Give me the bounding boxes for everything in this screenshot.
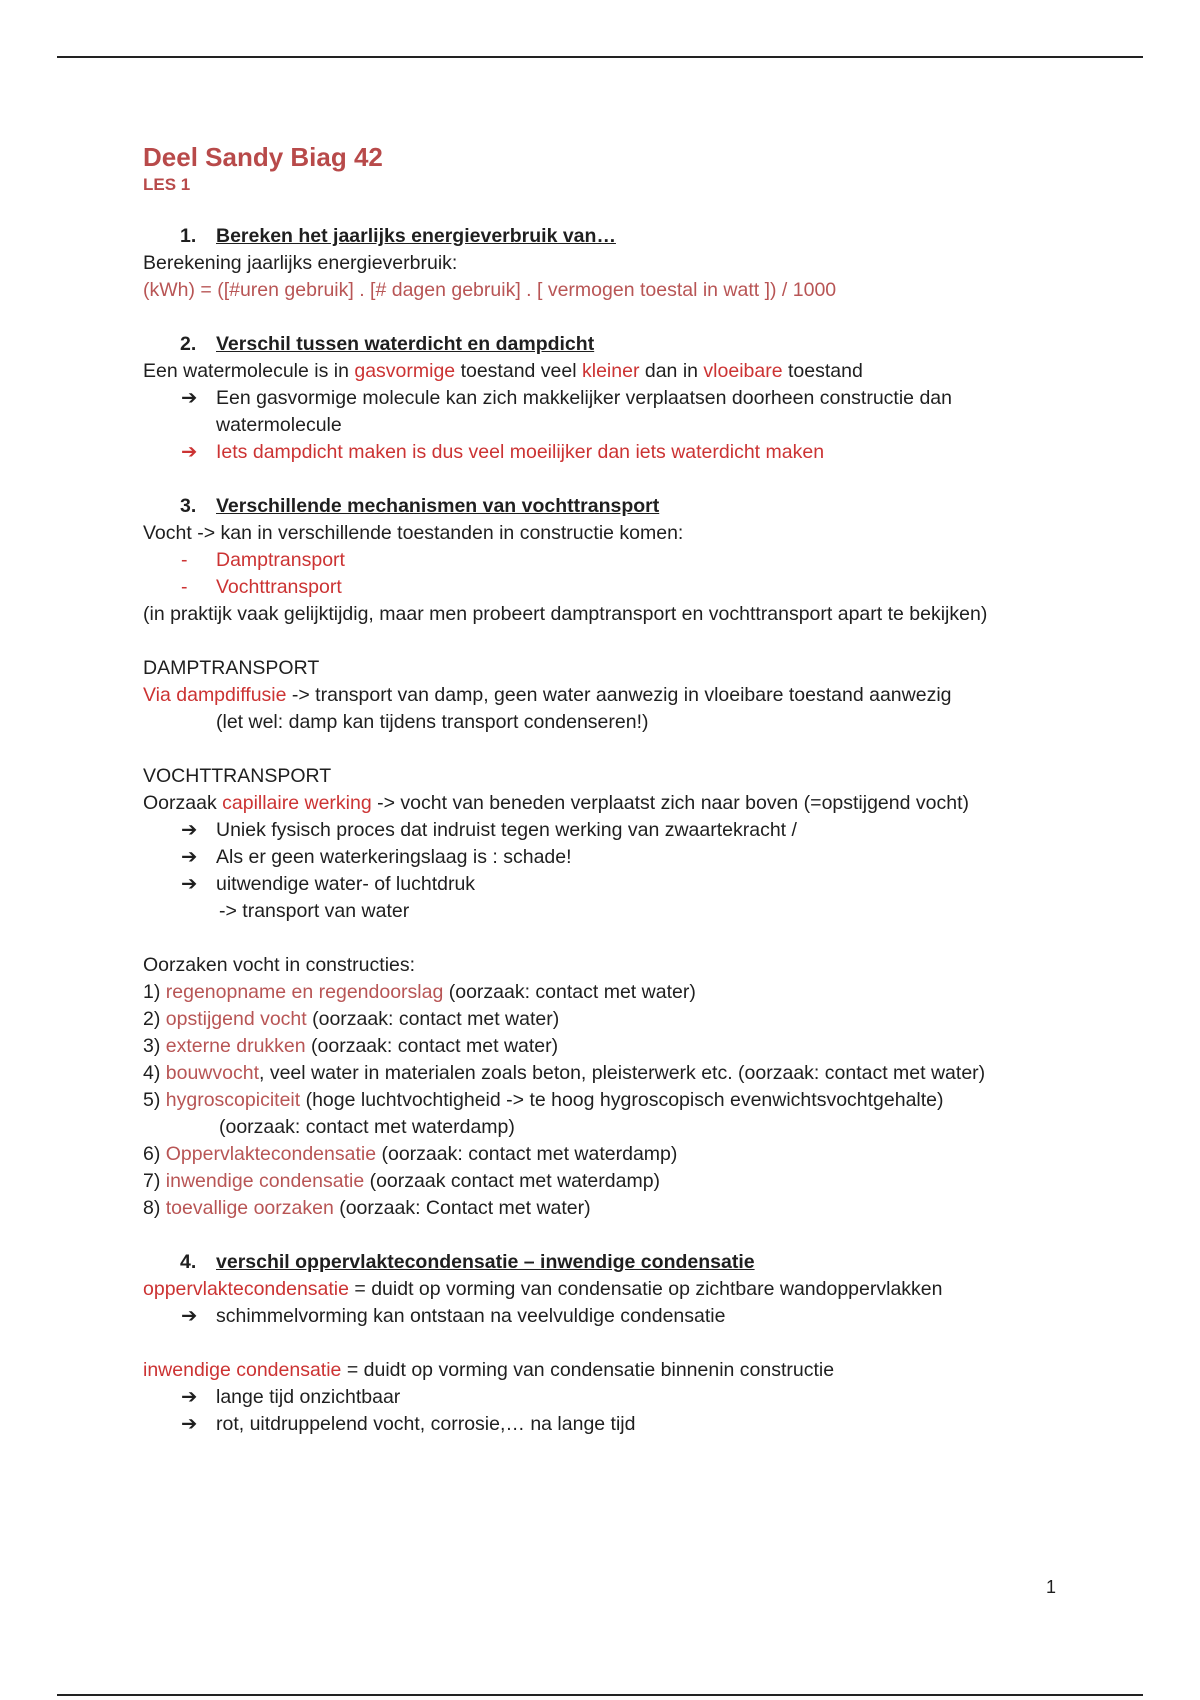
bullet-text: Damptransport [216,549,345,571]
header-rule [57,56,1143,58]
bullet-text: Een gasvormige molecule kan zich makkelijker verplaatsen doorheen constructie dan watermolecule [216,387,952,436]
cause-item: 5) hygroscopiciteit (hoge luchtvochtigheid -> te hoog hygroscopisch evenwichtsvochtgehalte) [143,1089,944,1111]
causes-title: Oorzaken vocht in constructies: [143,954,416,976]
paragraph: Vocht -> kan in verschillende toestanden in constructie komen: [143,522,684,544]
section-number: 1. [180,225,197,247]
section-4-heading [143,1249,1073,1276]
definition: inwendige condensatie = duidt op vorming van condensatie binnenin constructie [143,1359,835,1381]
footer-rule [57,1694,1143,1696]
section-3-heading [143,493,1073,520]
subsection-title: VOCHTTRANSPORT [143,765,332,787]
bullet-text: rot, uitdruppelend vocht, corrosie,… na lange tijd [216,1413,636,1435]
arrow-bullet [143,1411,1073,1438]
bullet-text: Uniek fysisch proces dat indruist tegen werking van zwaartekracht / [216,819,797,841]
section-title: verschil oppervlaktecondensatie – inwendige condensatie [216,1251,755,1273]
dash-bullet [143,547,1073,574]
cause-item: 4) bouwvocht, veel water in materialen zoals beton, pleisterwerk etc. (oorzaak: contact met water) [143,1062,986,1084]
section-number: 2. [180,333,197,355]
arrow-icon: ➔ [181,387,198,409]
cause-item: 2) opstijgend vocht (oorzaak: contact met water) [143,1008,560,1030]
dash-bullet [143,574,1073,601]
arrow-icon: ➔ [181,1413,198,1435]
arrow-bullet [143,871,1073,898]
bullet-text: schimmelvorming kan ontstaan na veelvuldige condensatie [216,1305,726,1327]
cause-item: 1) regenopname en regendoorslag (oorzaak: contact met water) [143,981,696,1003]
arrow-bullet [143,439,1073,466]
paragraph: Een watermolecule is in gasvormige toestand veel kleiner dan in vloeibare toestand [143,360,863,382]
bullet-text: uitwendige water- of luchtdruk [216,873,476,895]
subsection-title: DAMPTRANSPORT [143,657,320,679]
bullet-text: Vochttransport [216,576,342,598]
section-number: 4. [180,1251,197,1273]
page-number: 1 [1046,1577,1057,1597]
cause-item: 3) externe drukken (oorzaak: contact met water) [143,1035,559,1057]
section-number: 3. [180,495,197,517]
arrow-bullet [143,817,1073,844]
arrow-bullet [143,385,1073,439]
section-title: Verschil tussen waterdicht en dampdicht [216,333,595,355]
arrow-icon: ➔ [181,1386,198,1408]
bullet-text: Als er geen waterkeringslaag is : schade! [216,846,572,868]
section-1-heading [143,223,1073,250]
arrow-icon: ➔ [181,1305,198,1327]
definition: oppervlaktecondensatie = duidt op vorming van condensatie op zichtbare wandoppervlakken [143,1278,943,1300]
arrow-bullet [143,844,1073,871]
energy-formula: (kWh) = ([#uren gebruik] . [# dagen gebruik] . [ vermogen toestal in watt ]) / 1000 [143,279,837,301]
arrow-icon: ➔ [181,819,198,841]
arrow-icon: ➔ [181,441,198,463]
paragraph: (in praktijk vaak gelijktijdig, maar men probeert damptransport en vochttransport apart te bekijken) [143,603,988,625]
bullet-text: Iets dampdicht maken is dus veel moeilijker dan iets waterdicht maken [216,441,825,463]
arrow-bullet [143,1303,1073,1330]
arrow-icon: ➔ [181,873,198,895]
bullet-continuation: -> transport van water [219,900,410,922]
document-body [143,140,1073,1438]
document-title: Deel Sandy Biag 42 [143,142,383,172]
cause-item: 6) Oppervlaktecondensatie (oorzaak: contact met waterdamp) [143,1143,678,1165]
arrow-bullet [143,1384,1073,1411]
section-title: Bereken het jaarlijks energieverbruik van… [216,225,616,247]
cause-item: 8) toevallige oorzaken (oorzaak: Contact met water) [143,1197,591,1219]
paragraph: Berekening jaarlijks energieverbruik: [143,252,458,274]
cause-item: 7) inwendige condensatie (oorzaak contact met waterdamp) [143,1170,661,1192]
section-2-heading [143,331,1073,358]
cause-item-continuation: (oorzaak: contact met waterdamp) [219,1116,515,1138]
section-title: Verschillende mechanismen van vochttransport [216,495,660,517]
dash-icon: - [181,549,188,571]
paragraph: Oorzaak capillaire werking -> vocht van beneden verplaatst zich naar boven (=opstijgend vocht) [143,792,969,814]
bullet-text: lange tijd onzichtbaar [216,1386,401,1408]
paragraph-note: (let wel: damp kan tijdens transport condenseren!) [216,711,649,733]
paragraph: Via dampdiffusie -> transport van damp, geen water aanwezig in vloeibare toestand aanwezig [143,684,952,706]
lesson-label: LES 1 [143,175,191,194]
arrow-icon: ➔ [181,846,198,868]
dash-icon: - [181,576,188,598]
